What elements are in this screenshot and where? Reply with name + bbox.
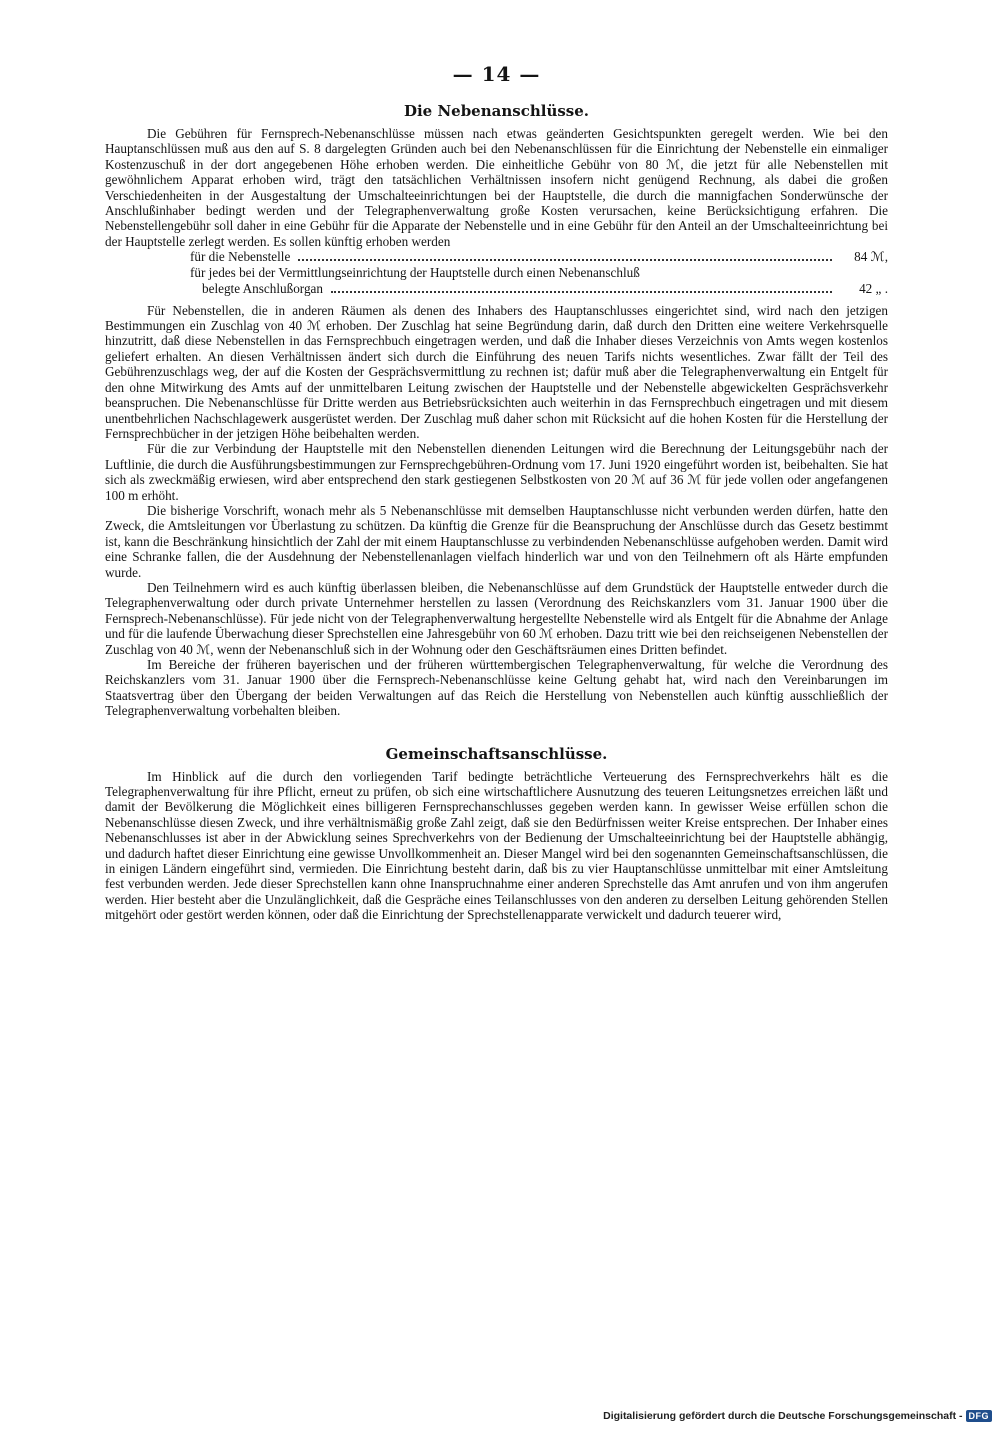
leader-dots — [331, 291, 832, 293]
leader-dots — [298, 259, 832, 261]
dfg-logo-icon: DFG — [966, 1410, 993, 1422]
credit-text: Digitalisierung gefördert durch die Deutsche Forschungsgemeinschaft - — [603, 1410, 963, 1422]
paragraph: Für Nebenstellen, die in anderen Räumen als denen des Inhabers des Hauptanschlusses eingerichtet sind, wird nach den jetzigen Bestimmungen ein Zuschlag von 40 ℳ erhoben. Der Zuschlag hat seine Begründung darin, daß durch den Dritten eine weitere Verkehrsquelle hinzutritt, daß diese Nebenstellen in das Fernsprechbuch eingetragen werden, und daß die Inhaber dieses Verzeichnis von Amts wegen kostenlos geliefert erhalten. An diesen Verhältnissen ändert sich durch die Einführung des neuen Tarifs nichts wesentliches. Zwar fällt der Teil des Gebührenzuschlags weg, der auf die Kosten der Gesprächsvermittlung zu rechnen ist; dafür muß aber die Telegraphenverwaltung ein Entgelt für den ohne Mitwirkung des Amts auf der unmittelbaren Leitung zwischen der Hauptstelle und der Nebenstelle abgewickelten Gesprächsverkehr beanspruchen. Die Nebenanschlüsse für Dritte werden aus Betriebsrücksichten auch weiterhin in das Fernsprechbuch eingetragen und mit diesem unentbehrlichen Nachschlagewerk ausgerüstet werden. Der Zuschlag muß daher schon mit Rücksicht auf die hohen Kosten für die Herstellung der Fernsprechbücher in der jetzigen Höhe beibehalten werden. — [105, 302, 888, 441]
fee-label: für die Nebenstelle — [190, 249, 291, 265]
paragraph: Die bisherige Vorschrift, wonach mehr als 5 Nebenanschlüsse mit demselben Hauptanschlusse nicht verbunden werden dürfen, hatte den Zweck, die Amtsleitungen vor Überlastung zu schützen. Da künftig die Grenze für die Beanspruchung der Anschlüsse durch das Gesetz bestimmt ist, kann die Beschränkung hinsichtlich der Zahl der mit einem Hauptanschlusse zu verbindenden Nebenanschlüsse aufgehoben werden. Damit wird eine Schranke fallen, die der Ausdehnung der Nebenstellenanlagen vielfach hinderlich war und von den Teilnehmern oft als Härte empfunden wurde. — [105, 502, 888, 580]
section-title-gemeinschaftsanschluesse: Gemeinschaftsanschlüsse. — [385, 744, 608, 763]
fee-row — [190, 249, 888, 265]
section-title-nebenanschluesse: Die Nebenanschlüsse. — [403, 102, 590, 120]
paragraph: Im Bereiche der früheren bayerischen und der früheren württembergischen Telegraphenverwaltung, für welche die Verordnung des Reichskanzlers vom 31. Januar 1900 über die Fernsprech-Nebenanschlüsse keine Geltung gehabt hat, wird nach den Vereinbarungen im Staatsvertrag über den Übergang der beiden Verwaltungen auf das Reich die Herstellung von Nebenstellen auch künftig ausschließlich der Telegraphenverwaltung vorbehalten bleiben. — [105, 657, 888, 719]
document-page — [105, 62, 888, 923]
fee-amount: 84 ℳ, — [854, 249, 888, 265]
fee-row — [190, 281, 888, 297]
digitization-credit — [603, 1410, 992, 1422]
fee-amount: 42 „ . — [859, 280, 888, 296]
page-number: — 14 — — [452, 62, 541, 86]
fee-label: belegte Anschlußorgan — [202, 280, 323, 296]
fee-label: für jedes bei der Vermittlungseinrichtung der Hauptstelle durch einen Nebenanschluß — [190, 265, 640, 281]
paragraph: Für die zur Verbindung der Hauptstelle mit den Nebenstellen dienenden Leitungen wird die Berechnung der Leitungsgebühr nach der Luftlinie, die durch die Ausführungsbestimmungen zur Fernsprechgebühren-Ordnung vom 17. Juni 1920 eingeführt worden ist, beibehalten. Sie hat sich als zweckmäßig erwiesen, wird aber entsprechend den stark gestiegenen Selbstkosten von 20 ℳ auf 36 ℳ für jede vollen oder angefangenen 100 m erhöht. — [105, 441, 888, 503]
paragraph: Im Hinblick auf die durch den vorliegenden Tarif bedingte beträchtliche Verteuerung des Fernsprechverkehrs hält es die Telegraphenverwaltung für ihre Pflicht, erneut zu prüfen, ob sich eine wirtschaftlichere Ausnutzung des teueren Leitungsnetzes erreichen läßt und damit der Bevölkerung die Möglichkeit eines billigeren Fernsprechanschlusses gegeben werden kann. In gewisser Weise erfüllen schon die Nebenanschlüsse diesen Zweck, und ihre verhältnismäßig große Zahl zeigt, daß sie den Bedürfnissen weiter Kreise entsprechen. Der Inhaber eines Nebenanschlusses ist aber in der Abwicklung seines Sprechverkehrs von der Bedienung der Umschalteeinrichtung bei der Hauptstelle abhängig, und dadurch haftet dieser Einrichtung eine gewisse Unvollkommenheit an. Dieser Mangel wird bei den sogenannten Gemeinschaftsanschlüssen, die in einigen Ländern eingeführt sind, vermieden. Die Einrichtung besteht darin, daß bis zu vier Hauptanschlüsse unmittelbar mit einer Amtsleitung fest verbunden werden. Jede dieser Sprechstellen kann ohne Inanspruchnahme einer anderen Sprechstelle das Amt anrufen und von ihm angerufen werden. Hier besteht aber die Unzulänglichkeit, daß die Gespräche eines Teilanschlusses von den anderen zu derselben Leitung gehörenden Stellen mitgehört oder gestört werden können, oder daß die Einrichtung der Sprechstellenapparate verwickelt und dadurch teuerer wird, — [105, 768, 888, 923]
fee-list — [190, 249, 888, 296]
paragraph: Den Teilnehmern wird es auch künftig überlassen bleiben, die Nebenanschlüsse auf dem Grundstück der Hauptstelle entweder durch die Telegraphenverwaltung oder durch private Unternehmer herstellen zu lassen (Verordnung des Reichskanzlers vom 31. Januar 1900 über die Fernsprech-Nebenanschlüsse). Für jede nicht von der Telegraphenverwaltung hergestellte Nebenstelle wird als Entgelt für die Abnahme der Anlage und für die laufende Überwachung dieser Sprechstellen eine Jahresgebühr von 60 ℳ erhoben. Dazu tritt wie bei den reichseigenen Nebenstellen der Zuschlag von 40 ℳ, wenn der Nebenanschluß sich in der Wohnung oder den Geschäftsräumen eines Dritten befindet. — [105, 579, 888, 657]
paragraph: Die Gebühren für Fernsprech-Nebenanschlüsse müssen nach etwas geänderten Gesichtspunkten geregelt werden. Wie bei den Hauptanschlüssen muß aus den auf S. 8 dargelegten Gründen auch bei den Nebenanschlüssen für die Einrichtung der Nebenstelle ein einmaliger Kostenzuschuß in der dort angegebenen Höhe erhoben werden. Die einheitliche Gebühr von 80 ℳ, die jetzt für alle Nebenstellen mit gewöhnlichem Apparat erhoben wird, trägt den tatsächlichen Verhältnissen insofern nicht genügend Rechnung, als dabei die großen Verschiedenheiten in der Ausgestaltung der Umschalteeinrichtungen bei der Hauptstelle, die durch die mannigfachen Sonderwünsche der Anschlußinhaber bedingt werden und der Telegraphenverwaltung große Kosten verursachen, keine Berücksichtigung erfahren. Die Nebenstellengebühr soll daher in eine Gebühr für die Apparate der Nebenstelle und in eine Gebühr für den Anteil an der Umschalteeinrichtung bei der Hauptstelle zerlegt werden. Es sollen künftig erhoben werden — [105, 126, 888, 249]
